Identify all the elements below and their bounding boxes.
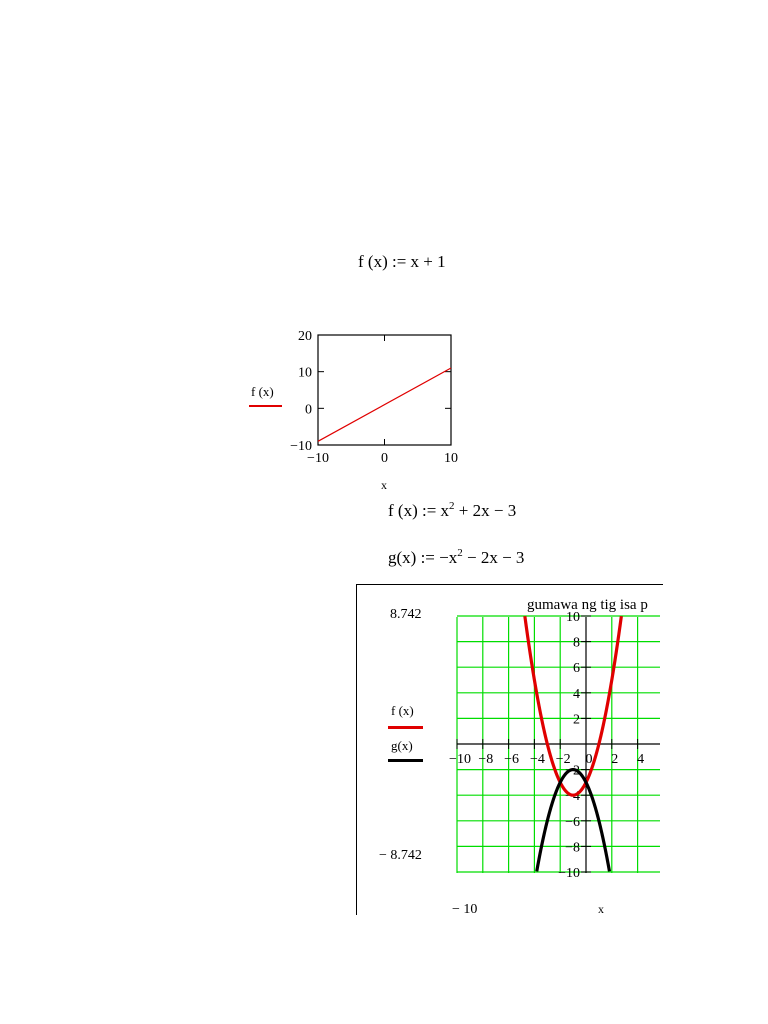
plot2-legend-f-label: f (x)	[391, 703, 414, 718]
plot2-ytick-label: −6	[565, 814, 580, 830]
plot2-ytick-label: 4	[573, 686, 580, 702]
eq2-lhs: f (x) := x	[388, 501, 450, 520]
eq2-rhs: + 2x − 3	[454, 501, 517, 520]
plot2-xtick-label: −6	[504, 752, 520, 767]
plot2-legend-g-label: g(x)	[391, 738, 413, 753]
equation-g-quadratic[interactable]	[388, 547, 524, 568]
plot2-xtick-label: −10	[449, 752, 471, 767]
plot1-series-f	[318, 368, 451, 441]
plot1-xtick-label: 10	[444, 451, 458, 466]
plot2-ytick-label: −8	[565, 840, 580, 856]
eq3-rhs: − 2x − 3	[462, 548, 525, 567]
plot2-xtick-label: −8	[478, 752, 494, 767]
plot1-ticks	[318, 335, 451, 445]
plot1-chart[interactable]	[280, 322, 480, 497]
plot1-ytick-label: 0	[305, 402, 312, 418]
equation-f-linear[interactable]: f (x) := x + 1	[358, 252, 446, 271]
plot2-ytick-label: −2	[565, 763, 580, 779]
plot2-xtick-label: −4	[529, 752, 545, 767]
plot1-legend-line	[249, 405, 282, 407]
plot2-ytick-label: 8	[573, 635, 580, 651]
plot2-ytick-label: 2	[573, 712, 580, 728]
plot2-xtick-label: 2	[611, 752, 619, 767]
plot1-xtick-label: 0	[381, 451, 388, 466]
plot2-ytick-label: 6	[573, 661, 580, 677]
plot1-frame	[318, 335, 451, 445]
eq3-exponent: 2	[457, 547, 463, 559]
eq2-exponent: 2	[449, 500, 455, 512]
eq3-lhs: g(x) := −x	[388, 548, 458, 567]
plot2-legend-f-line	[388, 726, 423, 729]
plot2-legend-g-line	[388, 759, 423, 762]
plot1-xtick-label: −10	[307, 451, 329, 466]
plot2-y-lower: − 8.742	[379, 848, 422, 863]
plot1-x-label: x	[381, 478, 387, 492]
plot2-x-label: x	[598, 902, 604, 916]
plot1-ytick-label: −10	[290, 439, 312, 454]
plot2-ytick-label: −10	[558, 866, 580, 881]
equation-f-quadratic[interactable]	[388, 500, 516, 521]
plot2-title: gumawa ng tig isa p	[527, 597, 648, 613]
plot2-axes	[457, 616, 660, 873]
plot2-xtick-label: 0	[585, 752, 593, 767]
plot1-ytick-label: 10	[298, 365, 312, 381]
plot2-xtick-label: −2	[555, 752, 571, 767]
plot1-ytick-label: 20	[298, 329, 312, 344]
plot2-ytick-label: 10	[566, 610, 580, 625]
plot2-x-lower: − 10	[452, 902, 478, 917]
plot1-legend-label: f (x)	[251, 384, 274, 399]
plot2-y-upper: 8.742	[390, 607, 422, 622]
plot2-chart[interactable]	[440, 590, 660, 885]
plot2-ytick-label: −4	[565, 789, 580, 805]
plot2-xtick-label: 4	[637, 752, 645, 767]
